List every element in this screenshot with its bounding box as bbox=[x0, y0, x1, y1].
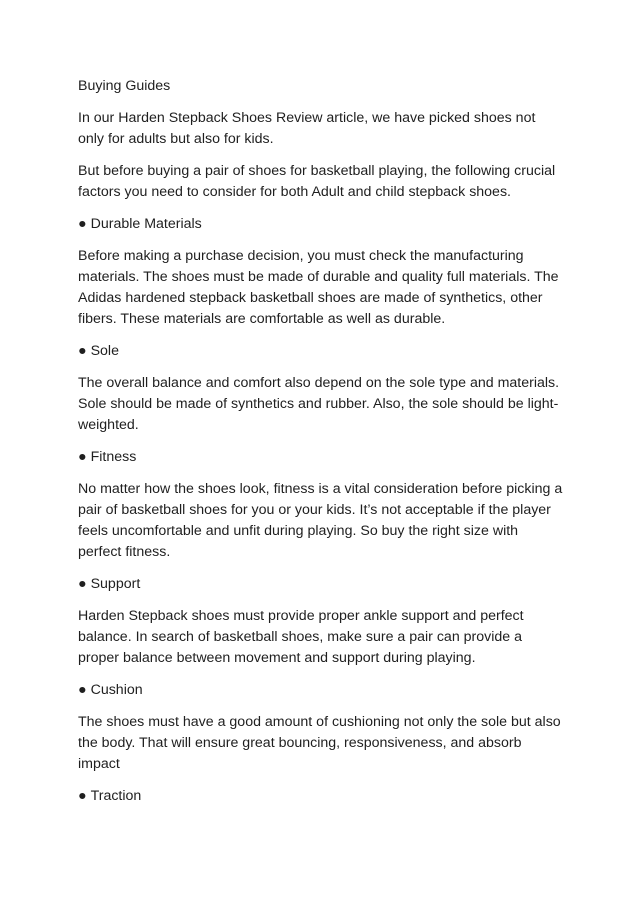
bullet-title: Durable Materials bbox=[90, 216, 202, 232]
document-body bbox=[78, 76, 564, 818]
bullet-icon: ● bbox=[78, 788, 87, 804]
paragraph: Before making a purchase decision, you must check the manufacturing materials. The shoes must be made of durable and quality full materials. The Adidas hardened stepback basketball shoes are made of synthetics, other fibers. These materials are comfortable as well as durable. bbox=[78, 248, 559, 327]
paragraph: Harden Stepback shoes must provide proper ankle support and perfect balance. In search of basketball shoes, make sure a pair can provide a proper balance between movement and support during playing. bbox=[78, 608, 524, 666]
bullet-icon: ● bbox=[78, 343, 87, 359]
bullet-icon: ● bbox=[78, 682, 87, 698]
bullet-item-support bbox=[78, 574, 564, 595]
paragraph: The overall balance and comfort also depend on the sole type and materials. Sole should be made of synthetics and rubber. Also, the sole should be light-weighted. bbox=[78, 375, 560, 433]
bullet-icon: ● bbox=[78, 576, 87, 592]
bullet-item-cushion bbox=[78, 680, 564, 701]
paragraph: No matter how the shoes look, fitness is a vital consideration before picking a pair of basketball shoes for you or your kids. It’s not acceptable if the player feels uncomfortable and unfit during playing. So buy the right size with perfect fitness. bbox=[78, 481, 563, 560]
intro-paragraph: In our Harden Stepback Shoes Review article, we have picked shoes not only for adults but also for kids. bbox=[78, 110, 536, 147]
bullet-title: Sole bbox=[90, 343, 119, 359]
bullet-title: Fitness bbox=[90, 449, 137, 465]
bullet-title: Cushion bbox=[90, 682, 143, 698]
bullet-icon: ● bbox=[78, 449, 87, 465]
section-heading: Buying Guides bbox=[78, 78, 171, 94]
paragraph: The shoes must have a good amount of cushioning not only the sole but also the body. That will ensure great bouncing, responsiveness, and absorb impact bbox=[78, 714, 561, 772]
bullet-title: Traction bbox=[90, 788, 142, 804]
bullet-item-sole bbox=[78, 341, 564, 362]
bullet-item-durable-materials bbox=[78, 214, 564, 235]
intro-paragraph: But before buying a pair of shoes for basketball playing, the following crucial factors you need to consider for both Adult and child stepback shoes. bbox=[78, 163, 556, 200]
bullet-item-traction bbox=[78, 786, 564, 807]
bullet-title: Support bbox=[90, 576, 141, 592]
bullet-icon: ● bbox=[78, 216, 87, 232]
bullet-item-fitness bbox=[78, 447, 564, 468]
